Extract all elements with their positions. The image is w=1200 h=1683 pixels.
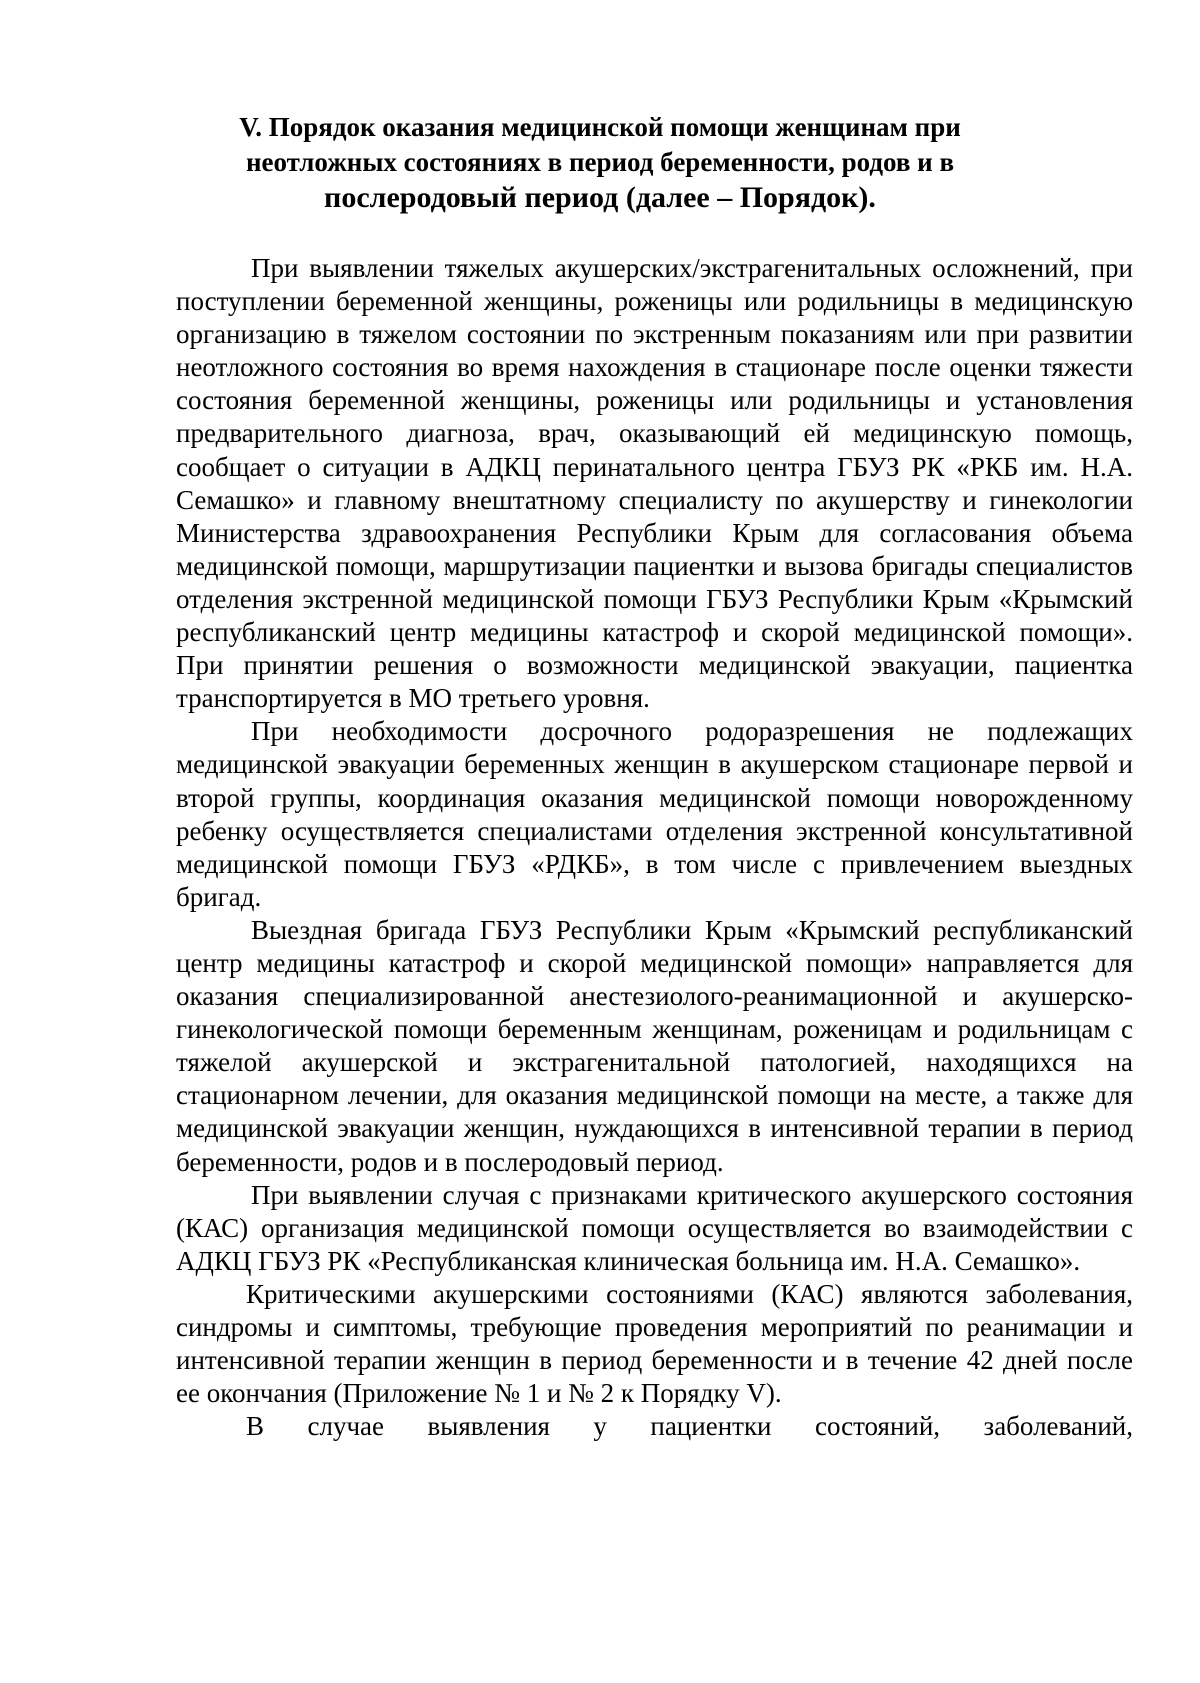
paragraph-emergency-notification: При выявлении тяжелых акушерских/экстрагенитальных осложнений, при поступлении беременной женщины, роженицы или родильницы в медицинскую организацию в тяжелом состоянии по экстренным показаниям или при развитии неотложного состояния во время нахождения в стационаре после оценки тяжести состояния беременной женщины, роженицы или родильницы и установления предварительного диагноза, врач, оказывающий ей медицинскую помощь, сообщает о ситуации в АДКЦ перинатального центра ГБУЗ РК «РКБ им. Н.А. Семашко» и главному внештатному специалисту по акушерству и гинекологии Министерства здравоохранения Республики Крым для согласования объема медицинской помощи, маршрутизации пациентки и вызова бригады специалистов отделения экстренной медицинской помощи ГБУЗ Республики Крым «Крымский республиканский центр медицины катастроф и скорой медицинской помощи». При принятии решения о возможности медицинской эвакуации, пациентка транспортируется в МО третьего уровня. bbox=[176, 253, 1133, 714]
paragraph-critical-states-definition: Критическими акушерскими состояниями (КАС) являются заболевания, синдромы и симптомы, требующие проведения мероприятий по реанимации и интенсивной терапии женщин в период беременности и в течение 42 дней после ее окончания (Приложение № 1 и № 2 к Порядку V). bbox=[176, 1278, 1133, 1409]
paragraph-field-team: Выездная бригада ГБУЗ Республики Крым «Крымский республиканский центр медицины катастроф и скорой медицинской помощи» направляется для оказания специализированной анестезиолого-реанимационной и акушерско-гинекологической помощи беременным женщинам, роженицам и родильницам с тяжелой акушерской и экстрагенитальной патологией, находящихся на стационарном лечении, для оказания медицинской помощи на месте, а также для медицинской эвакуации женщин, нуждающихся в интенсивной терапии в период беременности, родов и в послеродовый период. bbox=[176, 914, 1133, 1177]
heading-line-2: неотложных состояниях в период беременности, родов и в bbox=[245, 147, 955, 177]
document-body bbox=[176, 252, 1133, 1443]
paragraph-case-detection: В случае выявления у пациентки состояний, заболеваний, bbox=[246, 1411, 1133, 1442]
heading-line-3: послеродовый период (далее – Порядок). bbox=[324, 181, 876, 214]
paragraph-critical-state-detection: При выявлении случая с признаками критического акушерского состояния (КАС) организация медицинской помощи осуществляется во взаимодействии с АДКЦ ГБУЗ РК «Республиканская клиническая больница им. Н.А. Семашко». bbox=[176, 1179, 1133, 1276]
paragraph-early-delivery: При необходимости досрочного родоразрешения не подлежащих медицинской эвакуации беременных женщин в акушерском стационаре первой и второй группы, координация оказания медицинской помощи новорожденному ребенку осуществляется специалистами отделения экстренной консультативной медицинской помощи ГБУЗ «РДКБ», в том числе с привлечением выездных бригад. bbox=[176, 716, 1133, 912]
section-heading bbox=[200, 110, 1000, 216]
heading-line-1: V. Порядок оказания медицинской помощи женщинам при bbox=[239, 112, 961, 142]
